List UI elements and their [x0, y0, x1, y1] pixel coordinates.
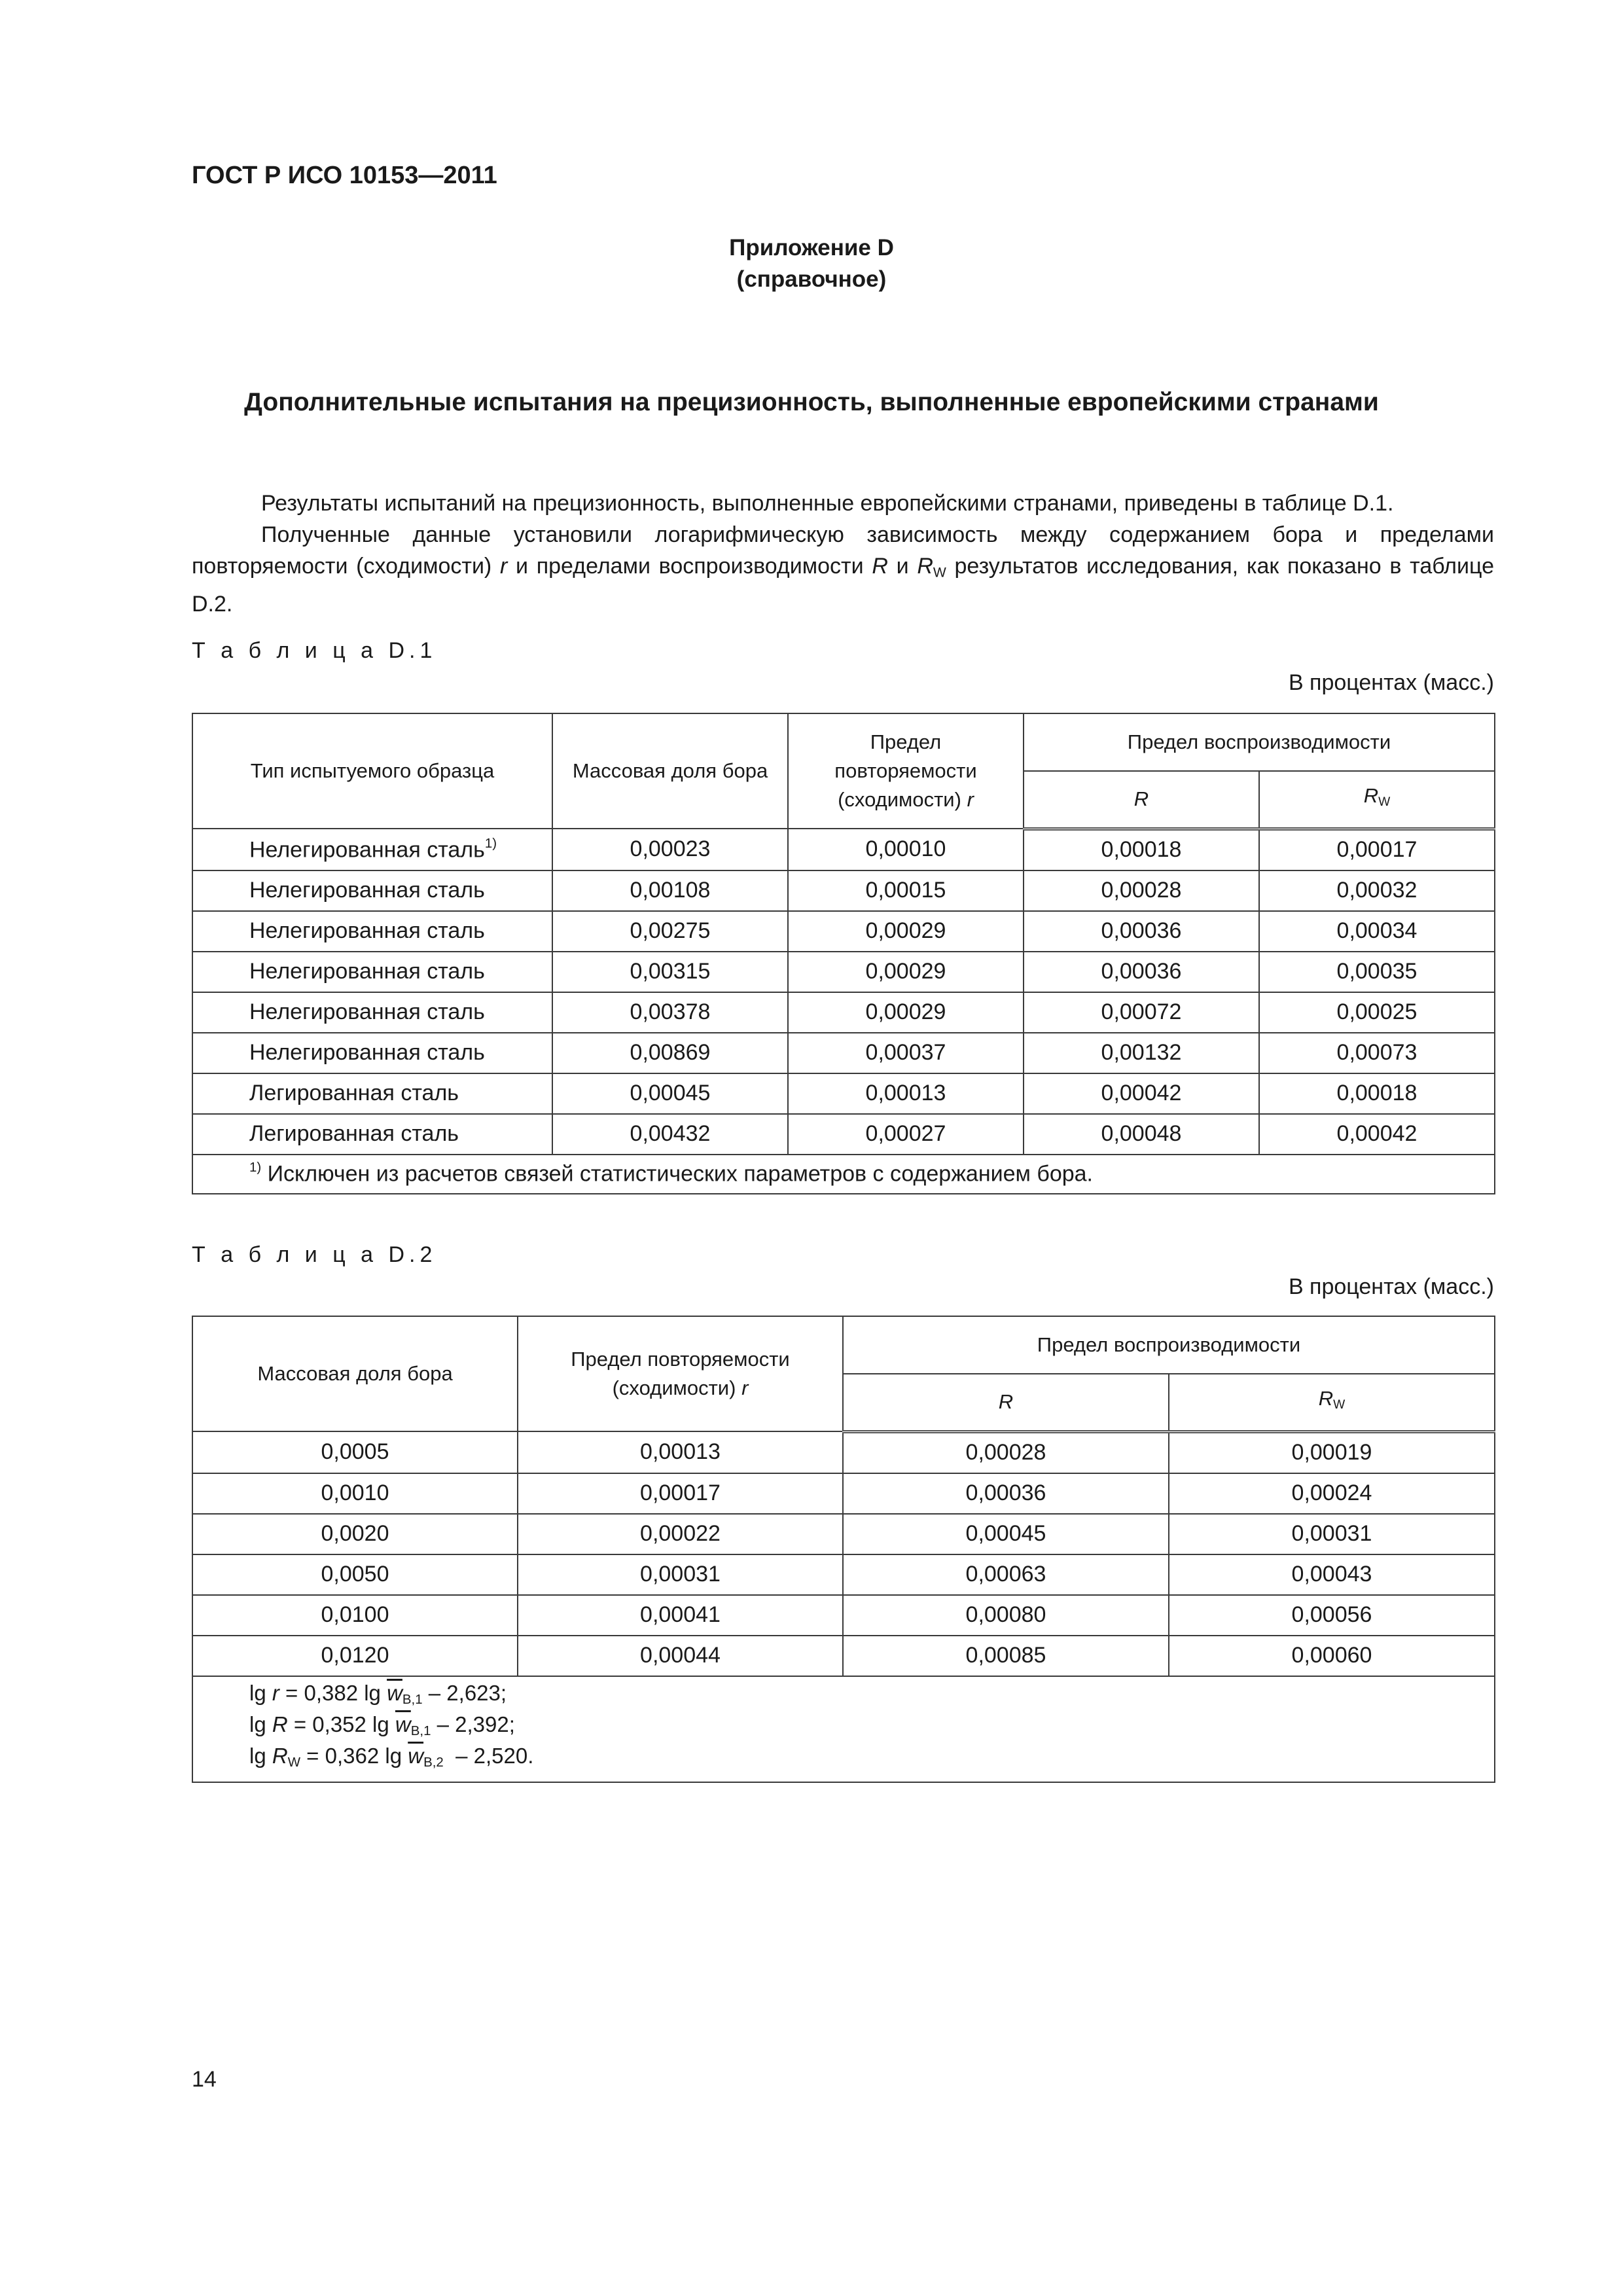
- table2-unit: В процентах (масс.): [1288, 1274, 1494, 1299]
- table-row: [192, 1514, 1495, 1554]
- table-row: [192, 911, 1495, 952]
- cell-R: 0,00036: [843, 1473, 1169, 1514]
- cell-boron: 0,00045: [552, 1073, 788, 1114]
- cell-r: 0,00029: [788, 992, 1024, 1033]
- cell-Rw: 0,00043: [1169, 1554, 1495, 1595]
- table-row: [192, 829, 1495, 870]
- cell-r: 0,00027: [788, 1114, 1024, 1155]
- header-repeatability: Предел повторяемости (сходимости) r: [788, 713, 1024, 829]
- cell-sample-type: Нелегированная сталь: [192, 911, 552, 952]
- cell-sample-type: Нелегированная сталь: [192, 1033, 552, 1073]
- paragraph-2: Полученные данные установили логарифмическую зависимость между содержанием бора и пределами повторяемости (сходимости) r и пределами воспроизводимости R и $R_W$ результатов исследования, как показано в таблице D.2.: [192, 522, 1495, 617]
- cell-r: 0,00037: [788, 1033, 1024, 1073]
- cell-R: 0,00028: [1024, 870, 1259, 911]
- cell-Rw: 0,00035: [1259, 952, 1495, 992]
- table-row: [192, 1431, 1495, 1473]
- cell-boron: 0,00432: [552, 1114, 788, 1155]
- table-d2: [192, 1316, 1495, 1783]
- table-row: [192, 952, 1495, 992]
- cell-r: 0,00029: [788, 911, 1024, 952]
- table2-caption: Т а б л и ц а D.2: [192, 1242, 437, 1267]
- cell-sample-type: Легированная сталь: [192, 1114, 552, 1155]
- cell-r: 0,00013: [788, 1073, 1024, 1114]
- cell-sample-type: Нелегированная сталь: [192, 992, 552, 1033]
- cell-sample-type: Нелегированная сталь: [192, 870, 552, 911]
- table-row: [192, 1033, 1495, 1073]
- table-row: [192, 1636, 1495, 1676]
- table-d1: [192, 713, 1495, 1194]
- cell-boron: 0,0050: [192, 1554, 518, 1595]
- cell-Rw: 0,00018: [1259, 1073, 1495, 1114]
- cell-R: 0,00042: [1024, 1073, 1259, 1114]
- cell-Rw: 0,00073: [1259, 1033, 1495, 1073]
- annex-heading: [0, 232, 1623, 295]
- cell-Rw: 0,00042: [1259, 1114, 1495, 1155]
- table-row: [192, 1473, 1495, 1514]
- table-row: [192, 1595, 1495, 1636]
- cell-R: 0,00063: [843, 1554, 1169, 1595]
- body-text: [192, 488, 1494, 620]
- cell-Rw: 0,00060: [1169, 1636, 1495, 1676]
- header-R: R: [843, 1374, 1169, 1431]
- header-boron: Массовая доля бора: [552, 713, 788, 829]
- cell-boron: 0,0120: [192, 1636, 518, 1676]
- table-row: [192, 992, 1495, 1033]
- table-row: [192, 870, 1495, 911]
- cell-r: 0,00013: [518, 1431, 843, 1473]
- cell-Rw: 0,00017: [1259, 829, 1495, 870]
- annex-title: Дополнительные испытания на прецизионность, выполненные европейскими странами: [244, 388, 1379, 416]
- cell-Rw: 0,00024: [1169, 1473, 1495, 1514]
- cell-boron: 0,00869: [552, 1033, 788, 1073]
- cell-boron: 0,00108: [552, 870, 788, 911]
- table-row: [192, 1073, 1495, 1114]
- cell-boron: 0,0100: [192, 1595, 518, 1636]
- cell-r: 0,00017: [518, 1473, 843, 1514]
- cell-R: 0,00048: [1024, 1114, 1259, 1155]
- cell-R: 0,00028: [843, 1431, 1169, 1473]
- table-row: [192, 1114, 1495, 1155]
- annex-label: Приложение D: [729, 235, 894, 260]
- cell-boron: 0,0010: [192, 1473, 518, 1514]
- cell-Rw: 0,00031: [1169, 1514, 1495, 1554]
- cell-r: 0,00031: [518, 1554, 843, 1595]
- cell-r: 0,00022: [518, 1514, 843, 1554]
- header-reproducibility: Предел воспроизводимости: [1024, 713, 1495, 771]
- cell-sample-type: Нелегированная сталь: [192, 952, 552, 992]
- cell-boron: 0,0005: [192, 1431, 518, 1473]
- table-row: [192, 1554, 1495, 1595]
- header-Rw: $R_W$: [1169, 1374, 1495, 1431]
- table1-caption: Т а б л и ц а D.1: [192, 638, 437, 663]
- cell-R: 0,00072: [1024, 992, 1259, 1033]
- cell-sample-type: Нелегированная сталь$^{1)}$: [192, 829, 552, 870]
- cell-boron: 0,00275: [552, 911, 788, 952]
- cell-Rw: 0,00025: [1259, 992, 1495, 1033]
- cell-boron: 0,00378: [552, 992, 788, 1033]
- cell-r: 0,00015: [788, 870, 1024, 911]
- cell-R: 0,00036: [1024, 911, 1259, 952]
- cell-R: 0,00080: [843, 1595, 1169, 1636]
- cell-sample-type: Легированная сталь: [192, 1073, 552, 1114]
- cell-R: 0,00085: [843, 1636, 1169, 1676]
- cell-Rw: 0,00034: [1259, 911, 1495, 952]
- header-R: R: [1024, 771, 1259, 829]
- cell-boron: 0,00023: [552, 829, 788, 870]
- annex-type: (справочное): [736, 266, 887, 292]
- cell-boron: 0,00315: [552, 952, 788, 992]
- table2-formulas: [192, 1676, 1495, 1782]
- cell-Rw: 0,00032: [1259, 870, 1495, 911]
- formula-line: lg R = 0,352 $\lg \overline{w}_{B,1} - 2,392$;: [249, 1712, 515, 1738]
- formula-line: lg r = 0,382 $\lg \overline{w}_{B,1} - 2,623$;: [249, 1680, 507, 1707]
- cell-Rw: 0,00019: [1169, 1431, 1495, 1473]
- header-Rw: $R_W$: [1259, 771, 1495, 829]
- table1-unit: В процентах (масс.): [1288, 670, 1494, 695]
- paragraph-1: Результаты испытаний на прецизионность, выполненные европейскими странами, приведены в таблице D.1.: [261, 491, 1394, 516]
- header-boron: Массовая доля бора: [192, 1316, 518, 1431]
- header-sample-type: Тип испытуемого образца: [192, 713, 552, 829]
- header-reproducibility: Предел воспроизводимости: [843, 1316, 1495, 1374]
- cell-r: 0,00029: [788, 952, 1024, 992]
- page-number: 14: [192, 2067, 217, 2092]
- cell-Rw: 0,00056: [1169, 1595, 1495, 1636]
- cell-r: 0,00044: [518, 1636, 843, 1676]
- cell-R: 0,00036: [1024, 952, 1259, 992]
- cell-R: 0,00045: [843, 1514, 1169, 1554]
- table1-footnote: $^{1)}$ Исключен из расчетов связей статистических параметров с содержанием бора.: [192, 1155, 1495, 1194]
- formula-line: $\lg R_W = 0,362$ $\lg \overline{w}_{B,2} - 2,520$.: [249, 1743, 534, 1770]
- cell-r: 0,00041: [518, 1595, 843, 1636]
- cell-R: 0,00018: [1024, 829, 1259, 870]
- cell-R: 0,00132: [1024, 1033, 1259, 1073]
- header-repeatability: Предел повторяемости (сходимости) r: [518, 1316, 843, 1431]
- cell-boron: 0,0020: [192, 1514, 518, 1554]
- document-header: ГОСТ Р ИСО 10153—2011: [192, 162, 497, 189]
- cell-r: 0,00010: [788, 829, 1024, 870]
